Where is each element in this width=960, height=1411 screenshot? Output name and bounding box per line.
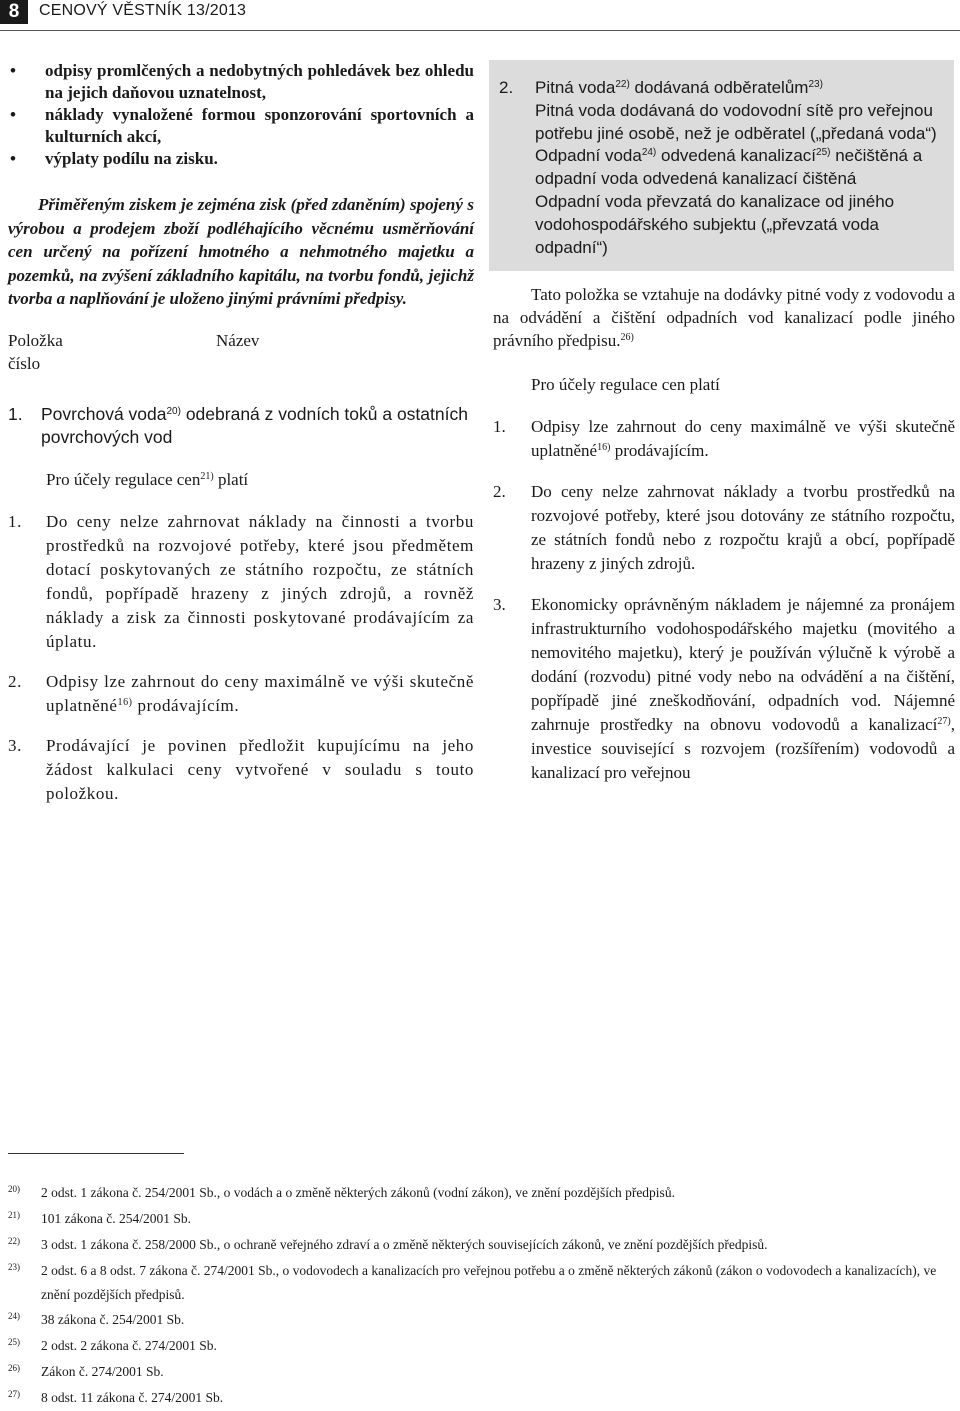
footnote: 26) Zákon č. 274/2001 Sb.	[8, 1363, 164, 1380]
bullet-item: • odpisy promlčených a nedobytných pohledávek bez ohledu na jejich daňovou uznatelnost,	[10, 61, 474, 102]
footnote: 23) 2 odst. 6 a 8 odst. 7 zákona č. 274/2001 Sb., o vodovodech a kanalizacích pro veřejnou potřebu a o změně některých zákonů (zákon o vodovodech a kanalizacích), ve znění pozdějších předpisů.	[8, 1261, 937, 1302]
right-column	[493, 60, 955, 785]
rule-item: 3. Ekonomicky oprávněným nákladem je nájemné za pronájem infrastrukturního vodohospodářského majetku (movitého a nemovitého majetku), který je používán výlučně k výrobě a dodání (rozvodu) pitné vody nebo na odvádění a na čištění, popřípadě jiné zneškodňování, odpadních vod. Nájemné zahrnuje prostředky na obnovu vodovodů a kanalizací$^{27)}$, investice související s rozvojem (rozšířením) vodovodů a kanalizací pro veřejnou	[493, 595, 955, 783]
footnote-separator	[8, 1153, 184, 1154]
regulation-line: Pro účely regulace cen platí	[531, 375, 720, 395]
box-line-transferred-water: Pitná voda dodávaná do vodovodní sítě pro veřejnou potřebu jiné osobě, než je odběratel („předaná voda“)	[535, 100, 937, 143]
item-2-heading-box	[489, 60, 954, 271]
box-line-drinking-water: 2. Pitná voda$^{22)}$ dodávaná odběratelům$^{23)}$	[499, 78, 823, 97]
item-2-rules	[493, 415, 955, 785]
item-2-intro: Tato položka se vztahuje na dodávky pitné vody z vodovodu a na odvádění a čištění odpadních vod kanalizací podle jiného právního předpisu.$^{26)}$	[493, 285, 955, 351]
footnote: 21) 101 zákona č. 254/2001 Sb.	[8, 1210, 191, 1227]
item-1-heading: 1. Povrchová voda$^{20)}$ odebraná z vodních toků a ostatních povrchových vod	[8, 403, 468, 447]
rule-item: 1. Do ceny nelze zahrnovat náklady na činnosti a tvorbu prostředků na rozvojové potřeby, které jsou předmětem dotací poskytovaných ze státního rozpočtu, ze státních fondů, popřípadě hrazeny z jiných zdrojů, a rovněž náklady a zisk za činnosti poskytované prodávajícím za úplatu.	[8, 511, 474, 651]
table-header	[8, 329, 474, 375]
journal-title: CENOVÝ VĚSTNÍK 13/2013	[39, 2, 247, 19]
column-header-name: Název	[216, 330, 260, 350]
rule-item: 1. Odpisy lze zahrnout do ceny maximálně ve výši skutečně uplatněné$^{16)}$ prodávajícím.	[493, 417, 955, 461]
footnote: 27) 8 odst. 11 zákona č. 274/2001 Sb.	[8, 1389, 224, 1406]
rule-item: 3. Prodávající je povinen předložit kupujícímu na jeho žádost kalkulaci ceny vytvořené v souladu s touto položkou.	[8, 735, 474, 803]
footnote: 25) 2 odst. 2 zákona č. 274/2001 Sb.	[8, 1336, 217, 1353]
bullet-icon: •	[10, 105, 16, 124]
bullet-icon: •	[10, 61, 16, 80]
footnotes	[8, 1180, 958, 1411]
bullet-icon: •	[10, 149, 16, 168]
rule-item: 2. Do ceny nelze zahrnovat náklady a tvorbu prostředků na rozvojové potřeby, které jsou dotovány ze státního rozpočtu, ze státních fondů nebo z rozpočtu krajů a obcí, popřípadě hrazeny z jiných zdrojů.	[493, 482, 955, 574]
profit-paragraph: Přiměřeným ziskem je zejména zisk (před zdaněním) spojený s výrobou a prodejem zboží podléhajícího věcnému usměrňování cen určený na pořízení hmotného a nehmotného majetku a pozemků, na zvýšení základního kapitálu, na tvorbu fondů, jejichž tvorba a naplňování je uloženo jinými právními předpisy.	[8, 195, 474, 308]
footnote: 20) 2 odst. 1 zákona č. 254/2001 Sb., o vodách a o změně některých zákonů (vodní zákon), ve znění pozdějších předpisů.	[8, 1184, 675, 1200]
column-header-item-number: Položka číslo	[8, 330, 63, 373]
box-line-received-waste-water: Odpadní voda převzatá do kanalizace od jiného vodohospodářského subjektu („převzatá voda odpadní“)	[535, 191, 895, 257]
regulation-line: Pro účely regulace cen$^{21)}$ platí	[46, 469, 249, 489]
footnote: 24) 38 zákona č. 254/2001 Sb.	[8, 1310, 185, 1327]
rule-item: 2. Odpisy lze zahrnout do ceny maximálně ve výši skutečně uplatněné$^{16)}$ prodávajícím.	[8, 671, 474, 715]
bullet-item: • výplaty podílu na zisku.	[10, 149, 218, 168]
left-column	[8, 60, 474, 806]
page-number: 8	[0, 0, 28, 24]
item-1-rules	[8, 510, 474, 806]
box-line-waste-water: Odpadní voda$^{24)}$ odvedená kanalizací$^{25)}$ nečištěná a odpadní voda odvedená kanalizací čištěná	[535, 146, 923, 189]
page-header	[0, 0, 960, 26]
header-rule	[0, 30, 960, 31]
bullet-item: • náklady vynaložené formou sponzorování sportovních a kulturních akcí,	[10, 105, 474, 146]
bullet-list	[8, 60, 474, 170]
footnote: 22) 3 odst. 1 zákona č. 258/2000 Sb., o ochraně veřejného zdraví a o změně některých souvisejících zákonů, ve znění pozdějších předpisů.	[8, 1236, 768, 1253]
